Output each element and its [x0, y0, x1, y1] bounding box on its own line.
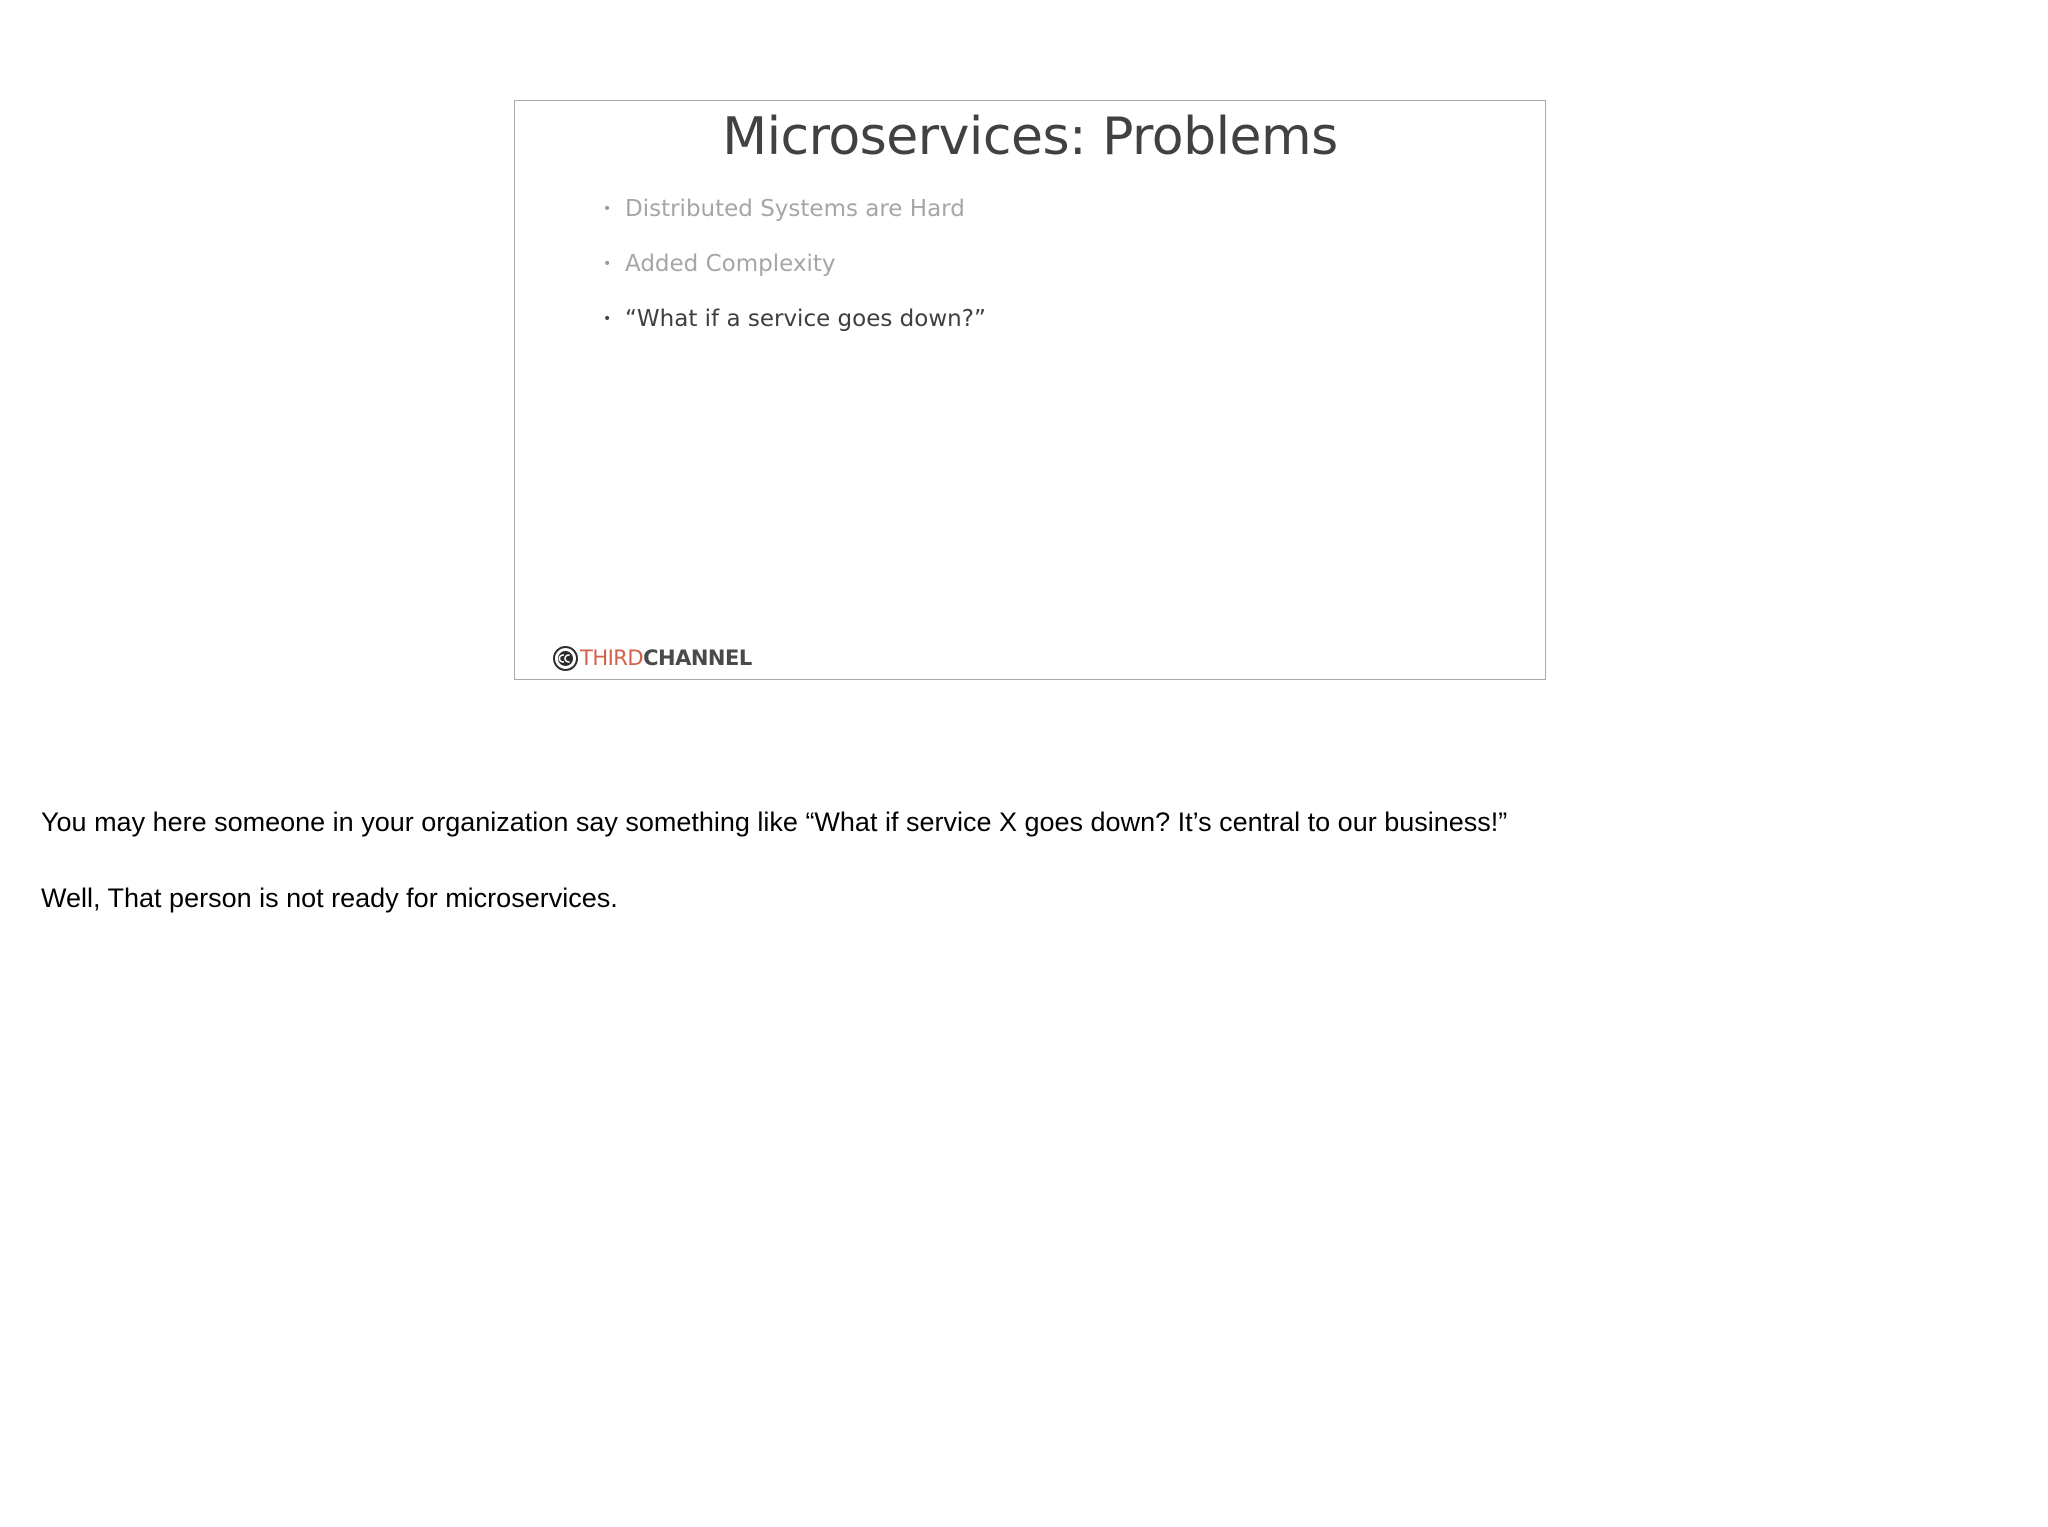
logo-text-channel: CHANNEL — [643, 646, 752, 670]
bullet-dot-icon: • — [603, 255, 612, 272]
notes-paragraph: You may here someone in your organization say something like “What if service X goes down? It’s central to our business!” — [41, 807, 1508, 837]
slide-bullet-list — [603, 181, 986, 346]
bullet-dot-icon: • — [603, 310, 612, 327]
slide-bullet-text: Added Complexity — [625, 250, 836, 277]
presenter-notes — [41, 806, 2001, 958]
thirdchannel-logo — [553, 644, 752, 672]
logo-text-third: THIRD — [580, 646, 644, 670]
bullet-dot-icon: • — [603, 200, 612, 217]
slide-bullet — [603, 291, 986, 346]
slide-title: Microservices: Problems — [722, 107, 1338, 167]
slide-bullet-text: “What if a service goes down?” — [625, 305, 986, 332]
slide-bullet-text: Distributed Systems are Hard — [625, 195, 965, 222]
slide-bullet — [603, 236, 986, 291]
slide-preview — [514, 100, 1546, 680]
thirdchannel-logo-icon — [553, 646, 578, 671]
notes-paragraph: Well, That person is not ready for microservices. — [41, 883, 618, 913]
slide-bullet — [603, 181, 986, 236]
